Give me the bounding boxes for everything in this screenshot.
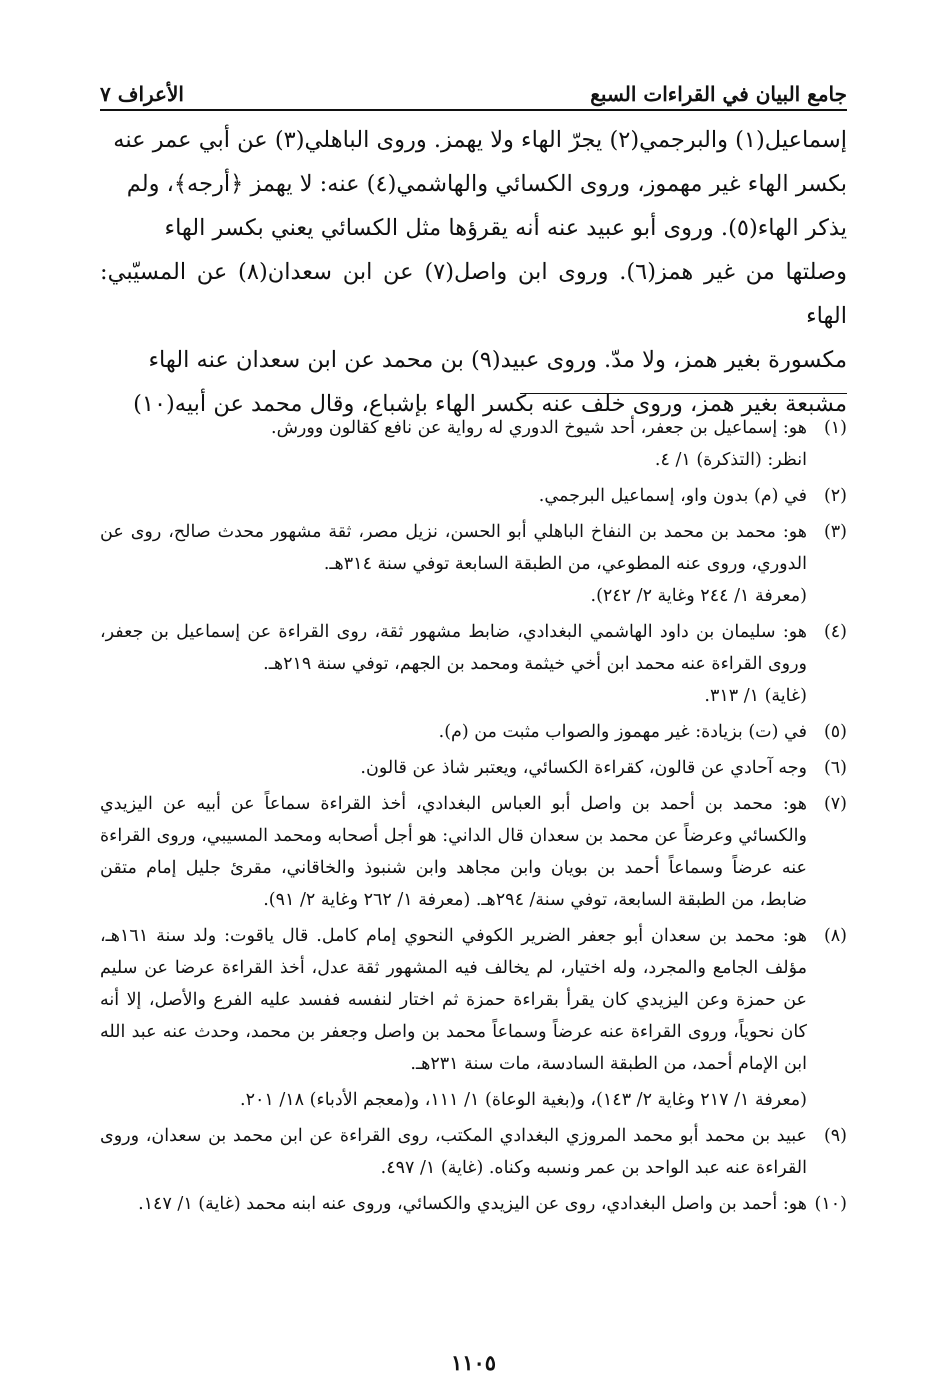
- footnote-number: (١٠): [814, 1194, 847, 1214]
- footnote-text: (غاية) ١/ ٣١٣.: [704, 686, 807, 706]
- footnote-number: (٢): [823, 486, 847, 506]
- footnote-3: [100, 516, 847, 612]
- footnote-8: [100, 920, 847, 1080]
- footnote-text: هو: محمد بن سعدان أبو جعفر الضرير الكوفي النحوي إمام كامل. قال ياقوت: ولد سنة ١٦١هـ، مؤلف الجامع والمجرد، وله اختيار، لم يخالف فيه المشهور ثقة عدل، أخذ القراءة عرضا عن سليم عن حمزة وعن اليزيدي كان يقرأ بقراءة حمزة ثم اختار لنفسه ففسد عليه الفرع والأصل، إلا أنه كان نحوياً، وروى القراءة عنه عرضاً وسماعاً محمد بن واصل وجعفر بن محمد، وحدث عنه عبد الله ابن الإمام أحمد، من الطبقة السادسة، مات سنة ٢٣١هـ.: [100, 926, 807, 1074]
- footnote-number: (٦): [823, 758, 847, 778]
- header-divider: [100, 109, 847, 111]
- footnote-8-references: [100, 1084, 847, 1116]
- footnote-text: في (ت) بزيادة: غير مهموز والصواب مثبت من (م).: [438, 722, 807, 742]
- running-header: [100, 66, 847, 106]
- main-text-line: وصلتها من غير همز(٦). وروى ابن واصل(٧) عن ابن سعدان(٨) عن المسيّبي: الهاء: [100, 259, 847, 329]
- footnote-number: (٨): [823, 926, 847, 946]
- footnote-10: [100, 1188, 847, 1220]
- main-text-line: بكسر الهاء غير مهموز، وروى الكسائي والهاشمي(٤) عنه: لا يهمز ﴿أرجه﴾، ولم: [126, 171, 847, 197]
- book-title: جامع البيان في القراءات السبع: [590, 82, 847, 106]
- footnotes: [100, 412, 847, 1224]
- footnote-separator: [520, 393, 847, 394]
- footnote-text: (معرفة ١/ ٢١٧ وغاية ٢/ ١٤٣)، و(بغية الوعاة) ١/ ١١١، و(معجم الأدباء) ١٨/ ٢٠١.: [240, 1090, 807, 1110]
- footnote-text: هو: سليمان بن داود الهاشمي البغدادي، ضابط مشهور ثقة، روى القراءة عن إسماعيل بن جعفر، وروى القراءة عنه محمد ابن أخي خيثمة ومحمد بن الجهم، توفي سنة ٢١٩هـ.: [100, 622, 807, 674]
- footnote-number: (٣): [823, 522, 847, 542]
- footnote-text: (معرفة ١/ ٢٤٤ وغاية ٢/ ٢٤٢).: [590, 586, 807, 606]
- footnote-text: هو: إسماعيل بن جعفر، أحد شيوخ الدوري له رواية عن نافع كقالون وورش.: [271, 418, 807, 438]
- footnote-text: هو: محمد بن أحمد بن واصل أبو العباس البغدادي، أخذ القراءة سماعاً عن أبيه عن اليزيدي والكسائي وعرضاً عن محمد بن سعدان قال الداني: هو أجل أصحابه ومحمد المسيبي، وروى القراءة عنه عرضاً وسماعاً أحمد بن بويان وابن مجاهد وابن شنبوذ والخاقاني، مقرئ جليل إمام متقن ضابط، من الطبقة السابعة، توفي سنة/ ٢٩٤هـ. (معرفة ١/ ٢٦٢ وغاية ٢/ ٩١).: [100, 794, 807, 910]
- main-text-line: إسماعيل(١) والبرجمي(٢) يجرّ الهاء ولا يهمز. وروى الباهلي(٣) عن أبي عمر عنه: [113, 127, 847, 153]
- footnote-number: (٩): [823, 1126, 847, 1146]
- footnote-5: [100, 716, 847, 748]
- footnote-2: [100, 480, 847, 512]
- footnote-text: وجه آحادي عن قالون، كقراءة الكسائي، ويعتبر شاذ عن قالون.: [360, 758, 807, 778]
- footnote-number: (١): [823, 418, 847, 438]
- footnote-6: [100, 752, 847, 784]
- footnote-text: هو: أحمد بن واصل البغدادي، روى عن اليزيدي والكسائي، وروى عنه ابنه محمد (غاية) ١/ ١٤٧.: [138, 1194, 807, 1214]
- section-label: الأعراف ٧: [100, 82, 184, 106]
- footnote-text: هو: محمد بن محمد بن النفاخ الباهلي أبو الحسن، نزيل مصر، ثقة مشهور محدث صالح، روى عن الدوري، وروى عنه المطوعي، من الطبقة السابعة توفي سنة ٣١٤هـ.: [100, 522, 807, 574]
- footnote-number: (٤): [823, 622, 847, 642]
- footnote-9: [100, 1120, 847, 1184]
- main-text: [100, 118, 847, 426]
- main-text-line: مشبعة بغير همز، وروى خلف عنه بكسر الهاء بإشباع، وقال محمد عن أبيه(١٠): [133, 391, 847, 417]
- footnote-number: [807, 1084, 847, 1116]
- footnote-4: [100, 616, 847, 712]
- footnote-text: انظر: (التذكرة) ١/ ٤.: [654, 450, 807, 470]
- footnote-number: (٥): [823, 722, 847, 742]
- page-number: ١١٠٥: [450, 1350, 497, 1375]
- footnote-number: (٧): [823, 794, 847, 814]
- footnote-1: [100, 412, 847, 476]
- main-text-line: مكسورة بغير همز، ولا مدّ. وروى عبيد(٩) بن محمد عن ابن سعدان عنه الهاء: [148, 347, 847, 373]
- footnote-text: في (م) بدون واو، إسماعيل البرجمي.: [538, 486, 807, 506]
- footnote-text: عبيد بن محمد أبو محمد المروزي البغدادي المكتب، روى القراءة عن ابن محمد بن سعدان، وروى القراءة عنه عبد الواحد بن عمر ونسبه وكناه. (غاية) ١/ ٤٩٧.: [100, 1126, 807, 1178]
- main-text-line: يذكر الهاء(٥). وروى أبو عبيد عنه أنه يقرؤها مثل الكسائي يعني بكسر الهاء: [164, 215, 847, 241]
- footnote-7: [100, 788, 847, 916]
